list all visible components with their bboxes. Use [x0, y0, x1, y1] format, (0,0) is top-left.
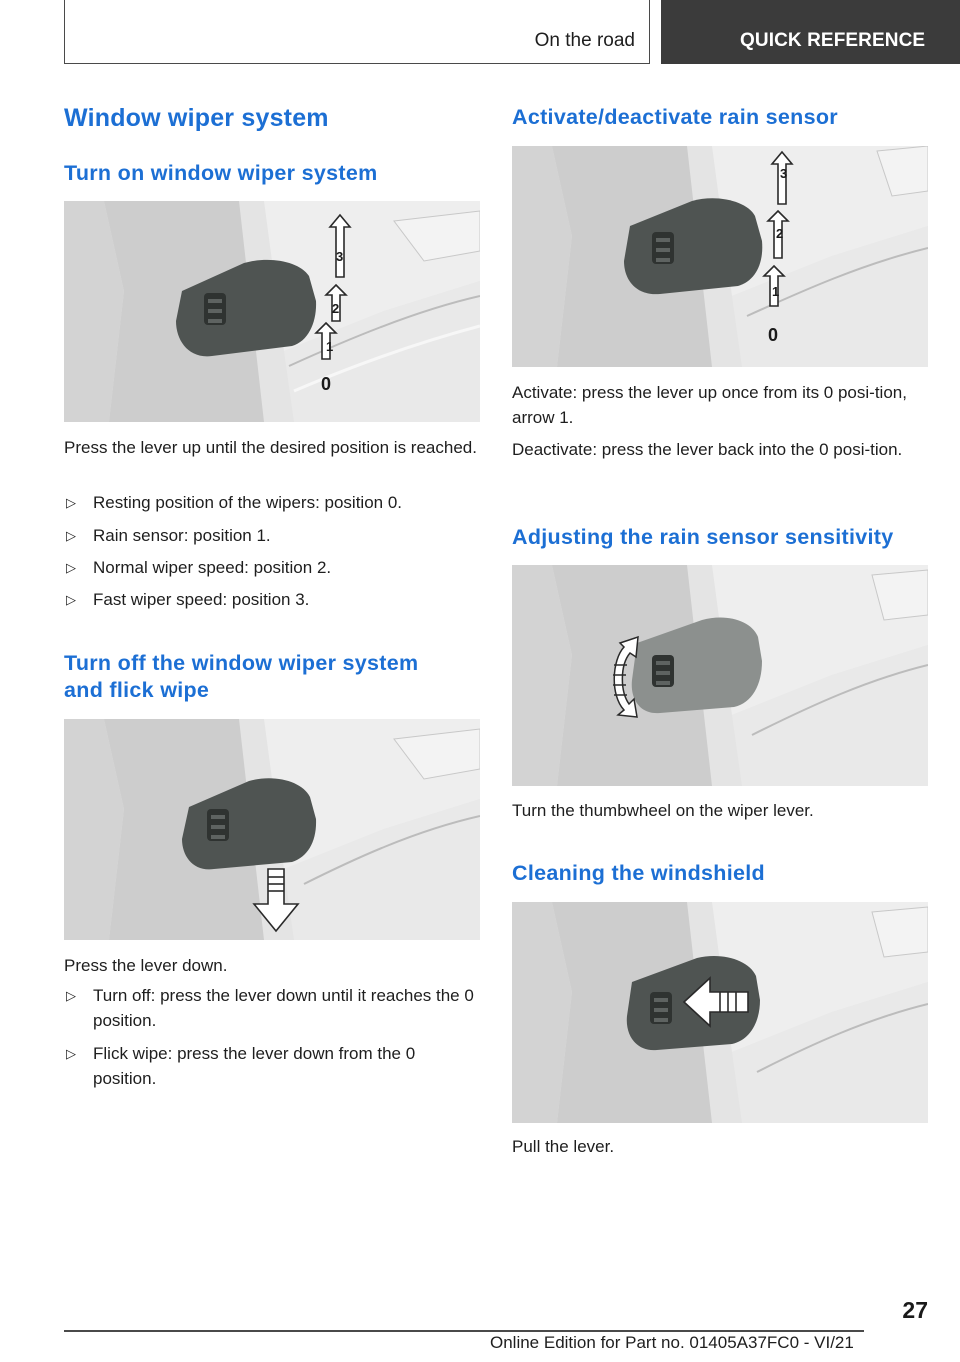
heading-sensitivity: Adjusting the rain sensor sensitivity [512, 525, 894, 549]
bullet-icon: ▷ [66, 528, 76, 543]
position-label-2: 2 [332, 301, 340, 316]
pull-lever-illustration [512, 902, 928, 1123]
bullet-icon: ▷ [66, 988, 76, 1003]
edition-footer: Online Edition for Part no. 01405A37FC0 - VI/21 [490, 1333, 854, 1352]
position-label-0: 0 [768, 325, 779, 345]
running-header-section [64, 0, 650, 64]
figure-wiper-lever-up [64, 201, 480, 422]
chapter-title: QUICK REFERENCE [740, 30, 926, 51]
bullet-icon: ▷ [66, 1046, 76, 1061]
position-label-3: 3 [780, 166, 788, 181]
turn-off-description: Press the lever down. [64, 956, 228, 975]
bullet-icon: ▷ [66, 560, 76, 575]
section-title: On the road [534, 30, 635, 51]
turn-on-description: Press the lever up until the desired position is reached. [64, 438, 477, 457]
rain-sensor-deactivate-text: Deactivate: press the lever back into the 0 posi‐tion. [512, 440, 903, 459]
position-label-2: 2 [776, 226, 784, 241]
list-item: ▷ Resting position of the wipers: position 0. [64, 490, 480, 515]
bullet-icon: ▷ [66, 592, 76, 607]
running-header-chapter-tab [661, 0, 960, 64]
figure-wiper-lever-down [64, 719, 480, 940]
thumbwheel-illustration [512, 565, 928, 786]
sensitivity-description: Turn the thumbwheel on the wiper lever. [512, 801, 814, 820]
position-label-0: 0 [321, 374, 332, 394]
rain-sensor-activate-text: Activate: press the lever up once from its 0 posi‐tion, arrow 1. [512, 383, 907, 427]
wiper-lever-down-illustration [64, 719, 480, 940]
page-number: 27 [902, 1297, 928, 1323]
bullet-icon: ▷ [66, 495, 76, 510]
page-title: Window wiper system [64, 104, 329, 132]
position-label-1: 1 [326, 339, 334, 354]
list-item: ▷ Normal wiper speed: position 2. [64, 555, 480, 580]
footer-divider [64, 1330, 864, 1332]
position-label-3: 3 [336, 249, 344, 264]
wiper-lever-up-illustration [64, 201, 480, 422]
heading-turn-off: Turn off the window wiper system and flick wipe [64, 651, 419, 702]
rain-sensor-illustration [512, 146, 928, 367]
figure-thumbwheel [512, 565, 928, 786]
list-item: ▷ Turn off: press the lever down until it reaches the 0 position. [64, 983, 480, 1033]
cleaning-description: Pull the lever. [512, 1137, 615, 1156]
figure-pull-lever [512, 902, 928, 1123]
heading-turn-on: Turn on window wiper system [64, 161, 378, 185]
heading-rain-sensor: Activate/deactivate rain sensor [512, 105, 838, 129]
list-item: ▷ Fast wiper speed: position 3. [64, 587, 480, 612]
heading-cleaning: Cleaning the windshield [512, 861, 765, 885]
list-item: ▷ Rain sensor: position 1. [64, 523, 480, 548]
list-item: ▷ Flick wipe: press the lever down from the 0 position. [64, 1041, 480, 1091]
figure-rain-sensor [512, 146, 928, 367]
position-label-1: 1 [772, 284, 780, 299]
